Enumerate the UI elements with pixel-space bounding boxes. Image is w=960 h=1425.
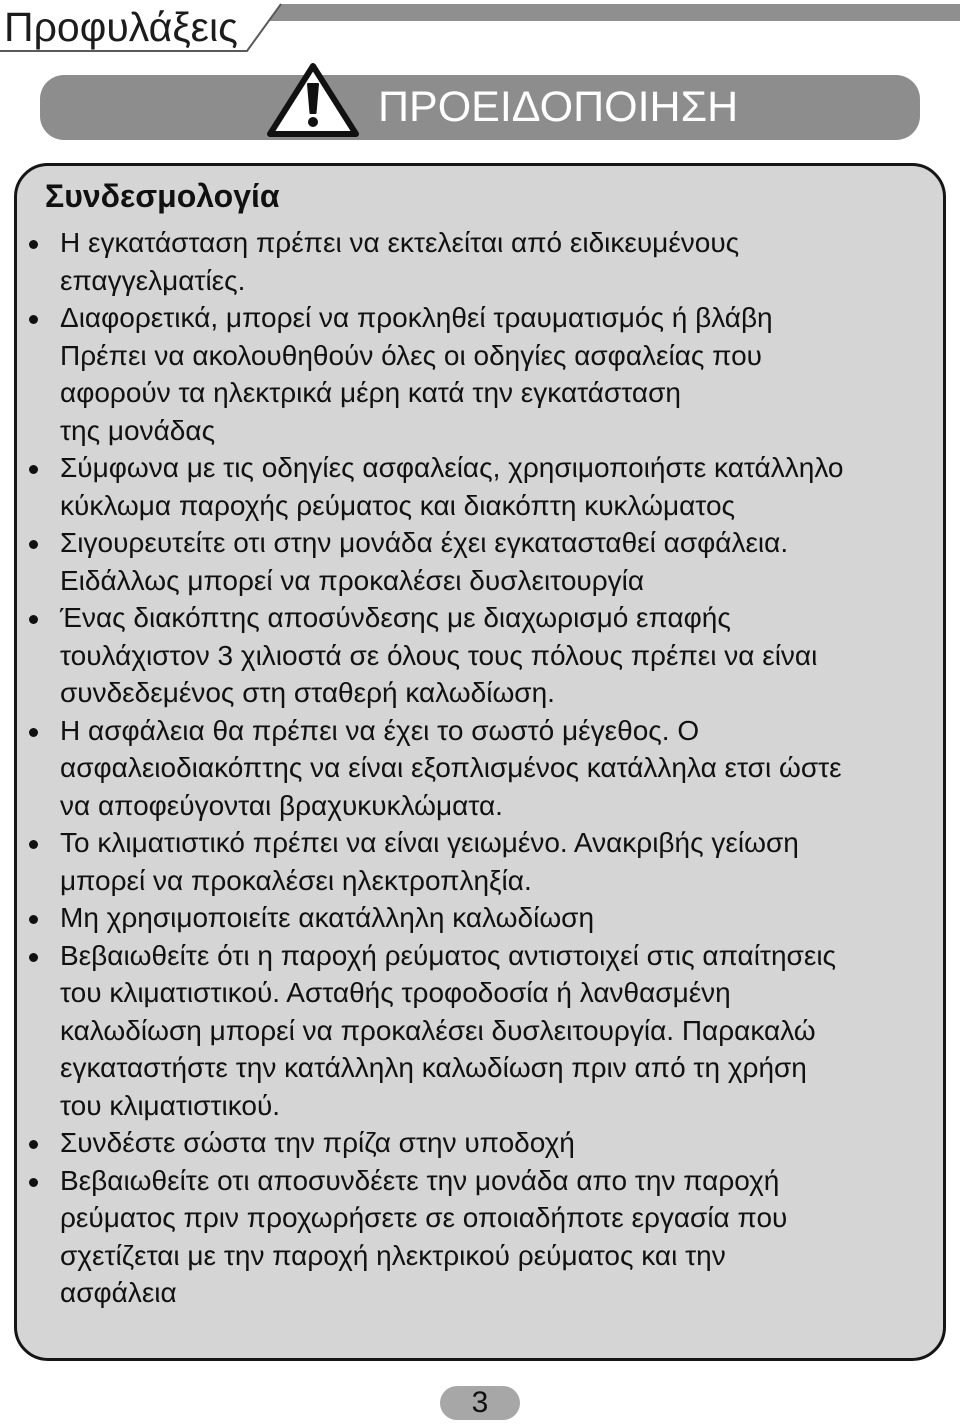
bullet-icon bbox=[29, 240, 38, 249]
bullet-icon bbox=[29, 615, 38, 624]
list-item-line: ασφάλεια bbox=[60, 1277, 177, 1308]
list-item-line: επαγγελματίες. bbox=[60, 264, 246, 296]
bullet-icon bbox=[29, 1178, 38, 1187]
bullet-list bbox=[17, 224, 943, 1312]
list-item-line: του κλιματιστικού. Ασταθής τροφοδοσία ή λανθασμένη bbox=[60, 977, 731, 1008]
list-item bbox=[17, 899, 943, 937]
list-item-line: Η ασφάλεια θα πρέπει να έχει το σωστό μέγεθος. Ο bbox=[60, 714, 700, 746]
section-heading: Συνδεσμολογία bbox=[45, 178, 280, 214]
page-title: Προφυλάξεις bbox=[4, 4, 238, 50]
bullet-icon bbox=[29, 915, 38, 924]
list-item-line: Διαφορετικά, μπορεί να προκληθεί τραυματισμός ή βλάβη bbox=[60, 302, 773, 333]
list-item bbox=[17, 1124, 943, 1162]
list-item-line: Το κλιματιστικό πρέπει να είναι γειωμένο. Ανακριβής γείωση bbox=[60, 827, 799, 858]
list-item bbox=[17, 599, 943, 712]
list-item-line: τουλάχιστον 3 χιλιοστά σε όλους τους πόλους πρέπει να είναι bbox=[60, 639, 818, 671]
list-item-line: ρεύματος πριν προχωρήσετε σε οποιαδήποτε εργασία που bbox=[60, 1202, 788, 1233]
list-item-line: της μονάδας bbox=[60, 414, 216, 446]
list-item-line: εγκαταστήστε την κατάλληλη καλωδίωση πριν από τη χρήση bbox=[60, 1052, 807, 1083]
list-item-line: σχετίζεται με την παροχή ηλεκτρικού ρεύματος και την bbox=[60, 1239, 726, 1271]
bullet-icon bbox=[29, 953, 38, 962]
list-item bbox=[17, 524, 943, 599]
list-item-line: Βεβαιωθείτε οτι αποσυνδέετε την μονάδα απο την παροχή bbox=[60, 1164, 780, 1196]
list-item-line: αφορούν τα ηλεκτρικά μέρη κατά την εγκατάσταση bbox=[60, 377, 681, 408]
bullet-icon bbox=[29, 540, 38, 549]
list-item bbox=[17, 937, 943, 1125]
list-item-line: Σύμφωνα με τις οδηγίες ασφαλείας, χρησιμοποιήστε κατάλληλο bbox=[60, 452, 844, 483]
bullet-icon bbox=[29, 840, 38, 849]
list-item-line: ασφαλειοδιακόπτης να είναι εξοπλισμένος κατάλληλα ετσι ώστε bbox=[60, 752, 842, 783]
list-item-line: Σιγουρευτείτε οτι στην μονάδα έχει εγκατασταθεί ασφάλεια. bbox=[60, 527, 789, 558]
list-item bbox=[17, 449, 943, 524]
list-item-line: Συνδέστε σώστα την πρίζα στην υποδοχή bbox=[60, 1127, 575, 1158]
list-item-line: καλωδίωση μπορεί να προκαλέσει δυσλειτουργία. Παρακαλώ bbox=[60, 1014, 816, 1046]
list-item-line: του κλιματιστικού. bbox=[60, 1089, 281, 1121]
list-item-line: Ένας διακόπτης αποσύνδεσης με διαχωρισμό επαφής bbox=[60, 602, 731, 633]
bullet-icon bbox=[29, 1140, 38, 1149]
list-item-line: Ειδάλλως μπορεί να προκαλέσει δυσλειτουργία bbox=[60, 564, 645, 596]
list-item-line: Μη χρησιμοποιείτε ακατάλληλη καλωδίωση bbox=[60, 902, 595, 933]
list-item-line: συνδεδεμένος στη σταθερή καλωδίωση. bbox=[60, 677, 555, 708]
page-number-badge: 3 bbox=[440, 1386, 520, 1420]
wiring-section-panel bbox=[14, 163, 946, 1361]
list-item bbox=[17, 1162, 943, 1312]
list-item-line: Η εγκατάσταση πρέπει να εκτελείται από ειδικευμένους bbox=[60, 227, 740, 258]
warning-triangle-icon bbox=[264, 60, 362, 142]
list-item-line: μπορεί να προκαλέσει ηλεκτροπληξία. bbox=[60, 864, 532, 896]
bullet-icon bbox=[29, 315, 38, 324]
list-item-line: Πρέπει να ακολουθηθούν όλες οι οδηγίες ασφαλείας που bbox=[60, 339, 762, 371]
list-item bbox=[17, 824, 943, 899]
bullet-icon bbox=[29, 465, 38, 474]
list-item bbox=[17, 299, 943, 449]
warning-label: ΠΡΟΕΙΔΟΠΟΙΗΣΗ bbox=[378, 83, 739, 131]
bullet-icon bbox=[29, 728, 38, 737]
list-item-line: κύκλωμα παροχής ρεύματος και διακόπτη κυκλώματος bbox=[60, 489, 736, 521]
list-item-line: Βεβαιωθείτε ότι η παροχή ρεύματος αντιστοιχεί στις απαίτησεις bbox=[60, 939, 837, 971]
list-item bbox=[17, 224, 943, 299]
list-item-line: να αποφεύγονται βραχυκυκλώματα. bbox=[60, 789, 503, 821]
list-item bbox=[17, 712, 943, 825]
